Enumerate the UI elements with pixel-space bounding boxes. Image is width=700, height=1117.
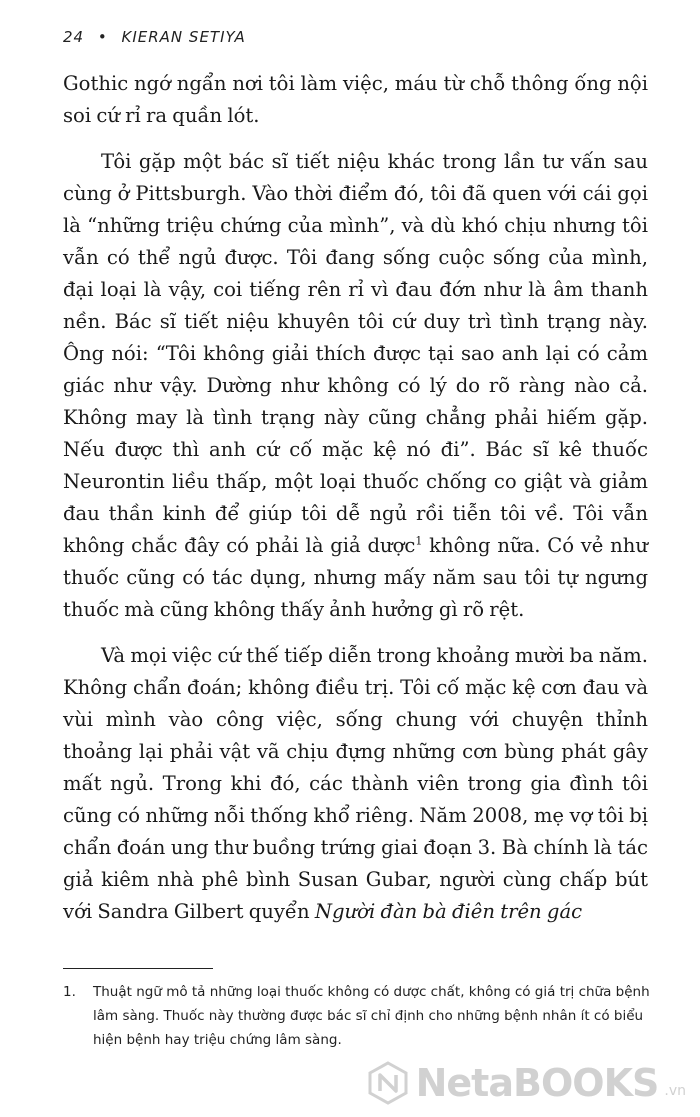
author-name: KIERAN SETIYA — [121, 28, 246, 46]
body-text — [63, 68, 648, 942]
footnote-text: Thuật ngữ mô tả những loại thuốc không có dược chất, không có giá trị chữa bệnh lâm sàng. Thuốc này thường được bác sĩ chỉ định cho những bệnh nhân ít có biểu hiện bệnh hay triệu chứng lâm sàng. — [93, 984, 650, 1048]
paragraph-text: không nữa. Có vẻ như thuốc cũng có tác dụng, nhưng mấy năm sau tôi tự ngưng thuốc mà cũng không thấy ảnh hưởng gì rõ rệt. — [63, 534, 648, 621]
paragraph-text: Tôi gặp một bác sĩ tiết niệu khác trong lần tư vấn sau cùng ở Pittsburgh. Vào thời điểm đó, tôi đã quen với cái gọi là “những triệu chứng của mình”, và dù khó chịu nhưng tôi vẫn có thể ngủ được. Tôi đang sống cuộc sống của mình, đại loại là vậy, coi tiếng rên rỉ vì đau đớn như là âm thanh nền. Bác sĩ tiết niệu khuyên tôi cứ duy trì tình trạng này. Ông nói: “Tôi không giải thích được tại sao anh lại có cảm giác như vậy. Dường như không có lý do rõ ràng nào cả. Không may là tình trạng này cũng chẳng phải hiếm gặp. Nếu được thì anh cứ cố mặc kệ nó đi”. Bác sĩ kê thuốc Neurontin liều thấp, một loại thuốc chống co giật và giảm đau thần kinh để giúp tôi dễ ngủ rồi tiễn tôi về. Tôi vẫn không chắc đây có phải là giả dược — [63, 150, 648, 557]
footnote-reference: 1 — [415, 534, 423, 548]
paragraph-continued: Gothic ngớ ngẩn nơi tôi làm việc, máu từ chỗ thông ống nội soi cứ rỉ ra quần lót. — [63, 72, 648, 127]
page-number: 24 — [63, 28, 85, 46]
header-separator: • — [97, 28, 108, 46]
footnote-divider — [63, 968, 213, 969]
running-header — [63, 28, 246, 46]
watermark — [366, 1061, 686, 1105]
watermark-tld: .vn — [664, 1083, 686, 1099]
paragraph-urologist — [63, 146, 648, 626]
book-title: Người đàn bà điên trên gác — [314, 900, 583, 923]
paragraph-thirteen-years — [63, 640, 648, 928]
watermark-brand: NetaBOOKS — [415, 1061, 659, 1105]
footnote-number: 1. — [63, 984, 76, 1000]
netabooks-logo-icon — [366, 1061, 410, 1105]
paragraph-text: Và mọi việc cứ thế tiếp diễn trong khoảng mười ba năm. Không chẩn đoán; không điều trị. Tôi cố mặc kệ cơn đau và vùi mình vào công việc, sống chung với chuyện thỉnh thoảng lại phải vật vã chịu đựng những cơn bùng phát gây mất ngủ. Trong khi đó, các thành viên trong gia đình tôi cũng có những nỗi thống khổ riêng. Năm 2008, mẹ vợ tôi bị chẩn đoán ung thư buồng trứng giai đoạn 3. Bà chính là tác giả kiêm nhà phê bình Susan Gubar, người cùng chấp bút với Sandra Gilbert quyển — [63, 644, 648, 923]
footnote — [63, 980, 663, 1052]
